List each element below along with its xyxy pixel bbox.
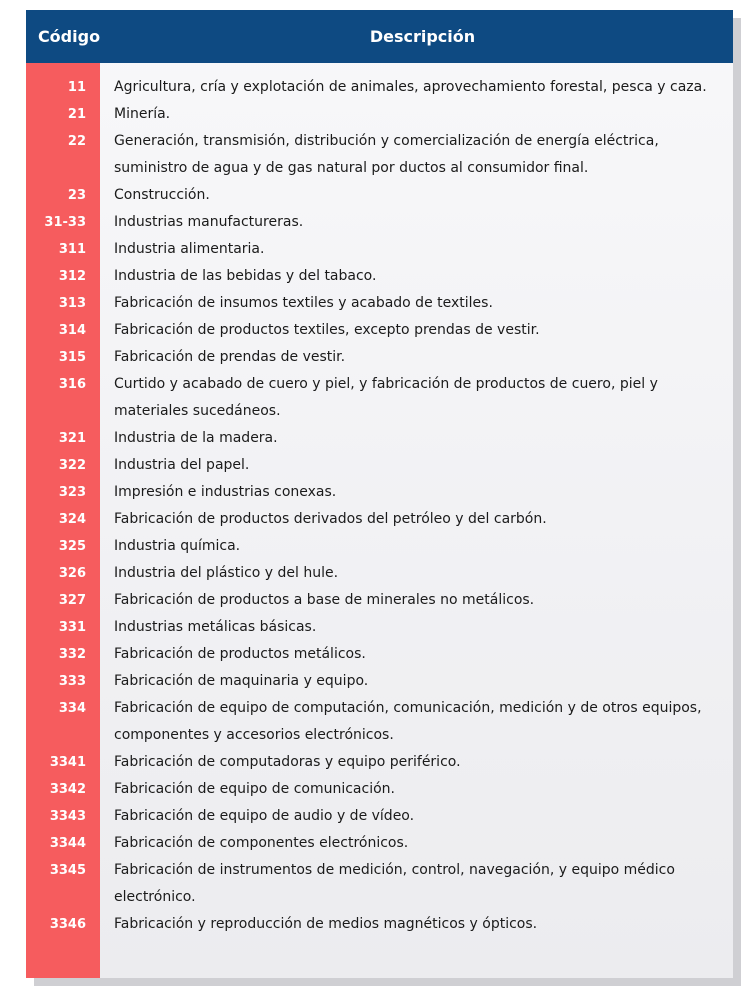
row-code: 3344 bbox=[49, 836, 86, 851]
row-code: 22 bbox=[67, 134, 86, 149]
table-row bbox=[26, 911, 733, 938]
row-description: Industrias metálicas básicas. bbox=[114, 619, 317, 635]
row-description: Curtido y acabado de cuero y piel, y fabricación de productos de cuero, piel y materiales sucedáneos. bbox=[114, 376, 658, 419]
table-row bbox=[26, 506, 733, 533]
table-row bbox=[26, 695, 733, 749]
row-description: Fabricación de productos derivados del petróleo y del carbón. bbox=[114, 511, 547, 527]
row-code: 315 bbox=[58, 350, 86, 365]
row-code: 311 bbox=[58, 242, 86, 257]
table-row bbox=[26, 344, 733, 371]
row-code: 3345 bbox=[49, 863, 86, 878]
table-row bbox=[26, 209, 733, 236]
row-code: 11 bbox=[67, 80, 86, 95]
row-description: Fabricación de equipo de comunicación. bbox=[114, 781, 395, 797]
table-body bbox=[26, 74, 733, 938]
row-description: Fabricación de componentes electrónicos. bbox=[114, 835, 409, 851]
row-description: Fabricación de computadoras y equipo periférico. bbox=[114, 754, 461, 770]
row-description: Fabricación de equipo de computación, comunicación, medición y de otros equipos, componentes y accesorios electrónicos. bbox=[114, 700, 702, 743]
row-code: 325 bbox=[58, 539, 86, 554]
row-code: 3343 bbox=[49, 809, 86, 824]
table-row bbox=[26, 425, 733, 452]
row-description: Industria de la madera. bbox=[114, 430, 278, 446]
row-description: Fabricación de instrumentos de medición, control, navegación, y equipo médico electrónico. bbox=[114, 862, 675, 905]
row-description: Fabricación de productos a base de minerales no metálicos. bbox=[114, 592, 535, 608]
row-code: 314 bbox=[58, 323, 86, 338]
table-row bbox=[26, 263, 733, 290]
row-description: Generación, transmisión, distribución y comercialización de energía eléctrica, suministro de agua y de gas natural por ductos al consumidor final. bbox=[114, 133, 659, 176]
table-row bbox=[26, 182, 733, 209]
table-row bbox=[26, 74, 733, 101]
header-code-label: Código bbox=[37, 27, 101, 46]
row-code: 3341 bbox=[49, 755, 86, 770]
table-row bbox=[26, 479, 733, 506]
row-code: 312 bbox=[58, 269, 86, 284]
row-description: Fabricación de insumos textiles y acabado de textiles. bbox=[114, 295, 493, 311]
row-description: Minería. bbox=[114, 106, 171, 122]
table-row bbox=[26, 533, 733, 560]
row-code: 23 bbox=[67, 188, 86, 203]
table-row bbox=[26, 641, 733, 668]
table-row bbox=[26, 290, 733, 317]
table-header bbox=[26, 10, 733, 63]
row-code: 332 bbox=[58, 647, 86, 662]
row-code: 323 bbox=[58, 485, 86, 500]
header-description-label: Descripción bbox=[369, 27, 476, 46]
row-description: Industria de las bebidas y del tabaco. bbox=[114, 268, 377, 284]
row-description: Fabricación y reproducción de medios magnéticos y ópticos. bbox=[114, 916, 538, 932]
row-description: Industria del papel. bbox=[114, 457, 250, 473]
row-description: Industrias manufactureras. bbox=[114, 214, 304, 230]
table-row bbox=[26, 452, 733, 479]
table-row bbox=[26, 236, 733, 263]
table-row bbox=[26, 857, 733, 911]
row-code: 316 bbox=[58, 377, 86, 392]
table-row bbox=[26, 749, 733, 776]
row-code: 321 bbox=[58, 431, 86, 446]
row-description: Industria química. bbox=[114, 538, 241, 554]
row-description: Fabricación de prendas de vestir. bbox=[114, 349, 346, 365]
table-row bbox=[26, 560, 733, 587]
row-description: Industria alimentaria. bbox=[114, 241, 265, 257]
industry-code-table bbox=[26, 10, 733, 978]
row-code: 324 bbox=[58, 512, 86, 527]
row-description: Industria del plástico y del hule. bbox=[114, 565, 339, 581]
row-code: 31-33 bbox=[44, 215, 86, 230]
row-code: 334 bbox=[58, 701, 86, 716]
table-row bbox=[26, 830, 733, 857]
row-code: 313 bbox=[58, 296, 86, 311]
row-description: Fabricación de maquinaria y equipo. bbox=[114, 673, 369, 689]
table-row bbox=[26, 101, 733, 128]
table-row bbox=[26, 776, 733, 803]
table-row bbox=[26, 803, 733, 830]
row-description: Impresión e industrias conexas. bbox=[114, 484, 337, 500]
row-description: Fabricación de equipo de audio y de vídeo. bbox=[114, 808, 415, 824]
row-code: 3342 bbox=[49, 782, 86, 797]
table-row bbox=[26, 587, 733, 614]
table-row bbox=[26, 371, 733, 425]
row-code: 331 bbox=[58, 620, 86, 635]
table-row bbox=[26, 317, 733, 344]
row-description: Construcción. bbox=[114, 187, 210, 203]
row-code: 322 bbox=[58, 458, 86, 473]
row-code: 326 bbox=[58, 566, 86, 581]
row-description: Agricultura, cría y explotación de animales, aprovechamiento forestal, pesca y caza. bbox=[114, 79, 707, 95]
row-code: 21 bbox=[67, 107, 86, 122]
row-code: 327 bbox=[58, 593, 86, 608]
row-code: 3346 bbox=[49, 917, 86, 932]
row-description: Fabricación de productos textiles, excepto prendas de vestir. bbox=[114, 322, 540, 338]
table-row bbox=[26, 668, 733, 695]
table-row bbox=[26, 614, 733, 641]
row-description: Fabricación de productos metálicos. bbox=[114, 646, 366, 662]
table-row bbox=[26, 128, 733, 182]
row-code: 333 bbox=[58, 674, 86, 689]
